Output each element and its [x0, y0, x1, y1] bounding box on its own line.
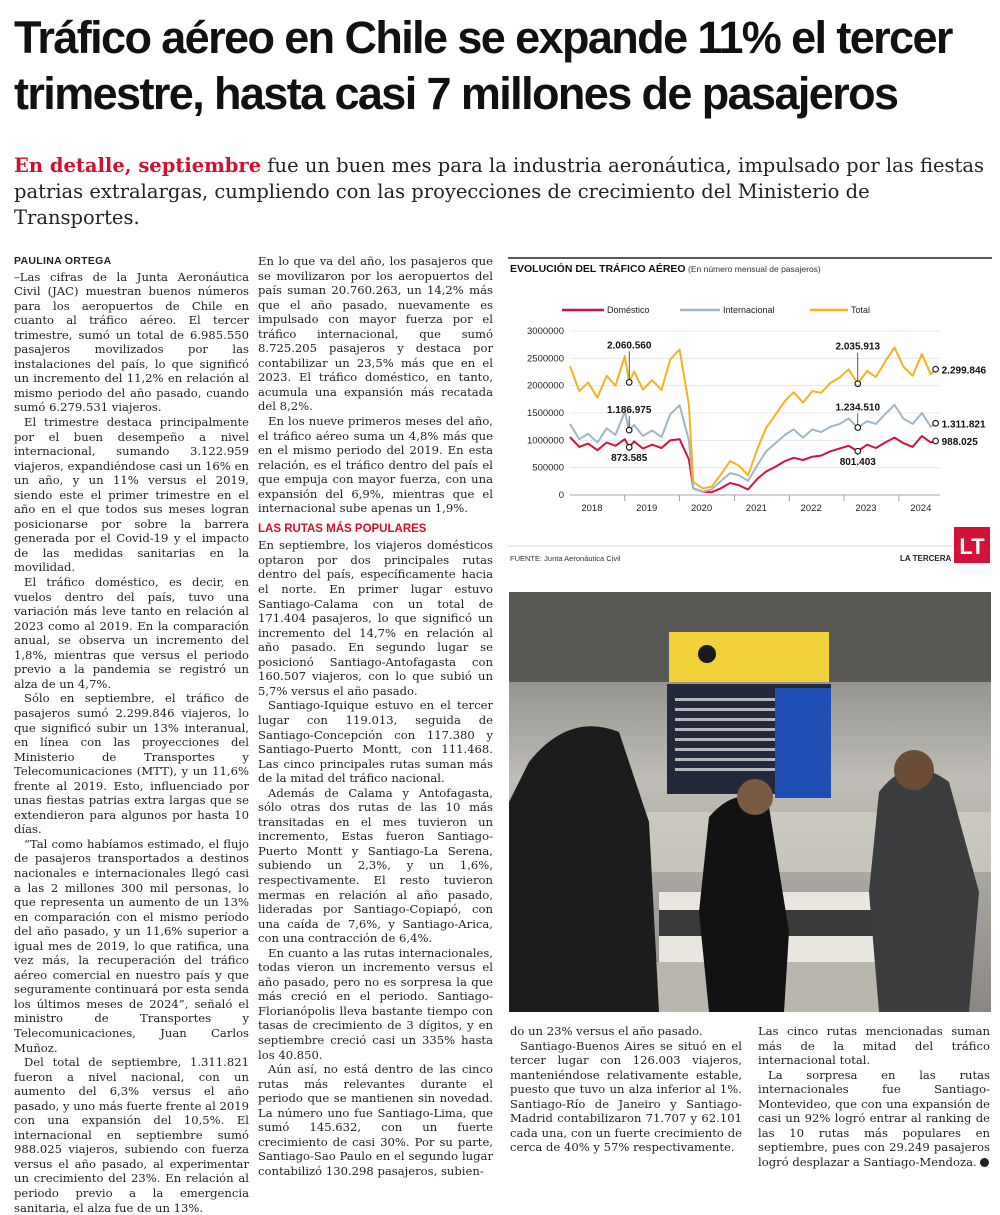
paragraph: La sorpresa en las rutas internacionales fue Santiago-Montevideo, que con una expansión de casi un 92% logró entrar al ranking de las 10 rutas más populares en septiembre, pues con 29.249 pasajeros logró desplazar a Santiago-Mendoza.	[758, 1067, 990, 1169]
paragraph: El trimestre destaca principalmente por el buen desempeño a nivel internacional, sumando 3.122.959 viajeros, expandiéndose casi un 16% en un año, y un 11% versus el 2019, siendo este el primer trimestre en el año en el que todos sus meses logran posicionarse por sobre la barrera generada por el Covid-19 y el impacto de las medidas sanitarias en la movilidad.	[14, 415, 249, 575]
annotation-marker	[933, 366, 939, 372]
ad-screen	[775, 688, 831, 798]
y-tick-labels	[527, 326, 564, 501]
traffic-chart	[508, 257, 992, 569]
brand-name: LA TERCERA	[900, 554, 952, 563]
end-mark-icon	[980, 1158, 989, 1167]
paragraph: El tráfico doméstico, es decir, en vuelos dentro del país, tuvo una variación más leve tanto en relación al 2023 como al 2019. En la comparación anual, se observa un incremento del 1,8%, mientras que versus el periodo previo a la pandemia se registró un alza de un 4,7%.	[14, 575, 249, 691]
paragraph: En cuanto a las rutas internacionales, todas vieron un incremento versus el año pasado, pero no es sorpresa la que más creció en el periodo. Santiago-Florianópolis lleva bastante tiempo con tasas de crecimiento de 3 dígitos, y en septiembre creció casi un 335% hasta los 40.850.	[258, 945, 493, 1062]
annotation-marker	[855, 425, 861, 431]
annotation-marker	[626, 427, 632, 433]
paragraph: Santiago-Iquique estuvo en el tercer lugar con 119.013, seguida de Santiago-Concepción con 117.380 y Santiago-Puerto Montt, con 111.468. Las cinco principales rutas suman más de la mitad del tráfico nacional.	[258, 698, 493, 786]
airport-photo-illustration	[509, 592, 991, 1012]
annotation-marker	[855, 448, 861, 454]
series-line-internacional	[570, 402, 936, 492]
x-tick-label: 2019	[636, 503, 658, 514]
article-column-3	[510, 1024, 742, 1155]
annotation-marker	[855, 381, 861, 387]
paragraph: Aún así, no está dentro de las cinco rutas más relevantes durante el periodo que se mantienen sin novedad. La número uno fue Santiago-Lima, que sumó 145.632, con un fuerte crecimiento de casi 30%. Por su parte, Santiago-Sao Paulo en el segundo lugar contabilizó 130.298 pasajeros, subien-	[258, 1062, 493, 1178]
paragraph: Además de Calama y Antofagasta, sólo otras dos rutas de las 10 más transitadas en el mes tuvieron un incremento, Estas fueron Santiago-Puerto Montt y Santiago-La Serena, subiendo un 2,3%, y un 1,6%, respectivamente. El resto tuvieron mermas en relación al año pasado, lideradas por Santiago-Copiapó, con una caída de 7,6%, y Santiago-Arica, con una contracción de 6,4%.	[258, 785, 493, 946]
byline: PAULINA ORTEGA	[14, 255, 112, 267]
annotation-marker	[626, 444, 632, 450]
paragraph: “Tal como habíamos estimado, el flujo de pasajeros transportados a destinos nacionales e internacionales llegó casi a las 2 millones 300 mil personas, lo que representa un aumento de un 13% en comparación con el mismo período del año pasado, y un 11,6% superior a igual mes de 2019, lo que ratifica, una vez más, la recuperación del tráfico aéreo comercial en nuestro país y que seguramente continuará por esta senda los últimos meses de 2024”, señaló el ministro de Transportes y Telecomunicaciones, Juan Carlos Muñoz.	[14, 836, 249, 1055]
paragraph: Sólo en septiembre, el tráfico de pasajeros sumó 2.299.846 viajeros, lo que significó subir un 13% interanual, en línea con las proyecciones del Ministerio de Transportes y Telecomunicaciones (MTT), y un 11,6% frente al 2019. Esto, influenciado por unas fiestas patrias extra largas que se extendieron para algunos por hasta 10 días.	[14, 691, 249, 837]
legend-label-total: Total	[851, 305, 871, 315]
y-tick-label: 500000	[532, 462, 564, 474]
annotation-label: 2.035.913	[835, 341, 881, 353]
paragraph: do un 23% versus el año pasado.	[510, 1024, 703, 1038]
x-tick-label: 2023	[855, 503, 877, 514]
article-column-1	[14, 254, 249, 1215]
annotation-label: 1.311.821	[941, 419, 986, 431]
x-tick-label: 2024	[910, 503, 932, 514]
la-tercera-logo	[954, 527, 990, 563]
y-tick-label: 1000000	[527, 435, 564, 447]
y-tick-label: 0	[558, 490, 564, 501]
paragraph: Las cinco rutas mencionadas suman más de la mitad del tráfico internacional total.	[758, 1024, 990, 1068]
article-column-4	[758, 1024, 990, 1169]
section-subhead: LAS RUTAS MÁS POPULARES	[258, 522, 427, 535]
article-column-2	[258, 254, 493, 1178]
airport-photo	[509, 592, 991, 1012]
paragraph: En septiembre, los viajeros domésticos optaron por dos principales rutas dentro del país, específicamente hacia el norte. En primer lugar estuvo Santiago-Calama con un total de 171.404 pasajeros, lo que significó un incremento del 14,7% en relación al año pasado. En segundo lugar se posicionó Santiago-Antofagasta con 160.507 viajeros, con lo que subió un 5,7% versus el año pasado.	[258, 538, 493, 698]
annotation-label: 801.403	[839, 457, 876, 469]
lead-paragraph	[14, 153, 989, 231]
legend-label-domestico: Doméstico	[607, 305, 650, 315]
annotation-marker	[626, 380, 632, 386]
y-tick-label: 3000000	[527, 326, 564, 337]
annotation-label: 2.299.846	[941, 365, 987, 377]
x-tick-label: 2022	[800, 503, 822, 514]
x-tick-labels	[581, 503, 931, 514]
annotation-marker	[933, 438, 939, 444]
paragraph: Santiago-Buenos Aires se situó en el tercer lugar con 126.003 viajeros, manteniéndose relativamente estable, puesto que tuvo un alza inferior al 1%. Santiago-Río de Janeiro y Santiago-Madrid contabilizaron 71.707 y 62.101 cada una, con un fuerte crecimiento de cerca de 40% y 57% respectivamente.	[510, 1038, 742, 1155]
headline: Tráfico aéreo en Chile se expande 11% el tercer trimestre, hasta casi 7 millones de pasajeros	[14, 12, 952, 119]
x-tick-label: 2018	[581, 503, 603, 514]
annotation-label: 2.060.560	[606, 340, 652, 352]
x-tick-label: 2020	[690, 503, 713, 514]
annotation-label: 1.186.975	[606, 405, 652, 417]
paragraph: Del total de septiembre, 1.311.821 fueron a nivel nacional, con un aumento del 6,3% versus el año pasado, y uno más fuerte frente al 2019 con una expansión del 10,5%. El internacional en septiembre sumó 988.025 viajeros, subiendo con fuerza versus el año pasado, al experimentar un crecimiento del 23%. En relación al periodo previo a la emergencia sanitaria, el alza fue de un 13%.	[14, 1055, 249, 1215]
paragraph: –Las cifras de la Junta Aeronáutica Civil (JAC) muestran buenos números para los aeropuertos de Chile en cuanto al tráfico aéreo. El tercer trimestre, sumó un total de 6.985.550 pasajeros movilizados por las instalaciones del país, lo que significó un incremento del 11,2% en relación al mismo periodo del año pasado, cuando sumó 6.279.531 viajeros.	[14, 269, 249, 415]
chart-legend	[562, 305, 870, 315]
annotation-marker	[933, 420, 939, 426]
chart-title: EVOLUCIÓN DEL TRÁFICO AÉREO	[510, 263, 686, 275]
svg-text:LT: LT	[959, 534, 985, 559]
x-tick-label: 2021	[745, 503, 767, 514]
annotation-label: 988.025	[941, 436, 978, 448]
y-tick-label: 2500000	[527, 353, 564, 365]
y-tick-label: 2000000	[527, 380, 564, 392]
info-sign	[669, 632, 829, 682]
annotation-label: 873.585	[611, 453, 648, 465]
chart-subtitle: (En número mensual de pasajeros)	[688, 264, 821, 274]
lead-text: fue un buen mes para la industria aeronáutica, impulsado por las fiestas patrias extralargas, cumpliendo con las proyecciones de crecimiento del Ministerio de Transportes.	[14, 154, 984, 229]
paragraph: En los nueve primeros meses del año, el tráfico aéreo suma un 4,8% más que en el mismo periodo del 2019. En esta relación, es el tráfico dentro del país el que empuja con mayor fuerza, con una expansión del 6,9%, mientras que el internacional sube apenas un 1,9%.	[258, 414, 493, 516]
chart-source: FUENTE: Junta Aeronáutica Civil	[510, 554, 621, 563]
data-annotations	[607, 340, 987, 468]
annotation-label: 1.234.510	[835, 402, 881, 414]
paragraph: En lo que va del año, los pasajeros que se movilizaron por los aeropuertos del país suman 20.760.263, un 14,2% más que el año pasado, nuevamente es impulsado con mayor fuerza por el tráfico internacional, que sumó 8.725.205 pasajeros y destaca por contabilizar un 23,5% más que en el 2023. El tráfico doméstico, en tanto, acumula una expansión más recatada del 8,2%.	[258, 254, 493, 414]
legend-label-internacional: Internacional	[723, 305, 775, 315]
y-tick-label: 1500000	[527, 408, 564, 419]
series-lines	[570, 347, 936, 492]
lead-kicker: En detalle, septiembre	[14, 154, 262, 177]
